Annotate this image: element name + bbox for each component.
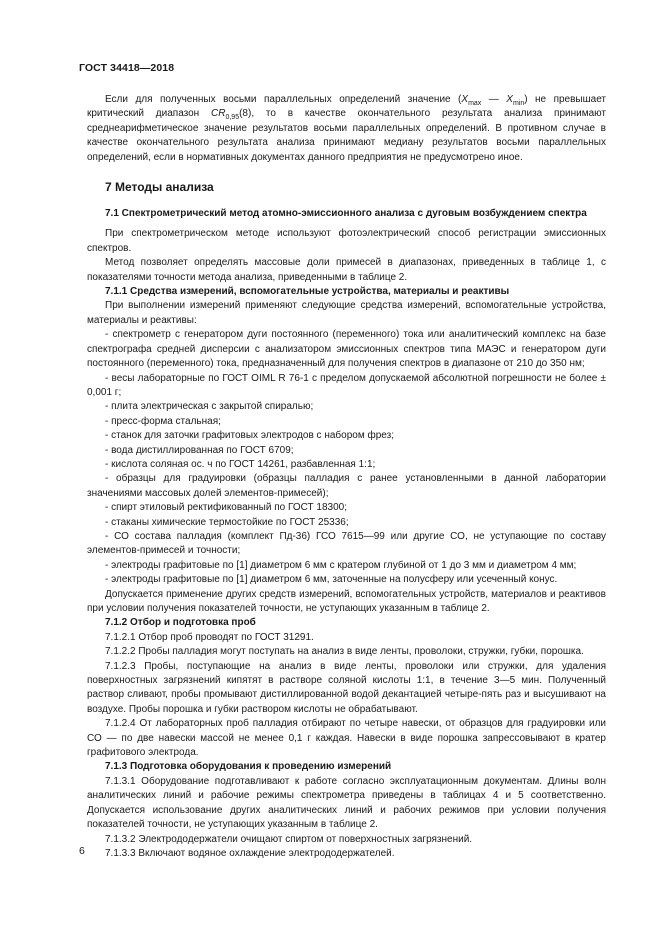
list-item: - весы лабораторные по ГОСТ OIML R 76-1 с пределом допускаемой абсолютной погрешности не более ± 0,001 г;	[87, 372, 606, 398]
list-item: - спектрометр с генератором дуги постоянного (переменного) тока или аналитический комплекс на базе спектрографа средней дисперсии с анализатором эмиссионных спектров типа МАЭС и генератором дуги постоянного (переменного) тока, предназначенный для получения спектров в диапазоне от 210 до 350 нм;	[87, 329, 606, 370]
intro-paragraph	[87, 93, 606, 165]
section-7-1-1-note: Допускается применение других средств измерений, вспомогательных устройств, материалов и реактивов при условии получения показателей точности, не уступающих указанным в таблице 2.	[87, 588, 606, 614]
section-7-1-2-title: 7.1.2 Отбор и подготовка проб	[105, 617, 256, 629]
section-7-1-3-title: 7.1.3 Подготовка оборудования к проведению измерений	[105, 761, 392, 773]
section-7-1-paragraph-2: Метод позволяет определять массовые доли примесей в диапазонах, приведенных в таблице 1, с показателями точности метода анализа, приведенными в таблице 2.	[87, 257, 606, 283]
list-item: - стаканы химические термостойкие по ГОСТ 25336;	[105, 516, 349, 528]
x-max-subscript: max	[468, 100, 482, 107]
list-item: - вода дистиллированная по ГОСТ 6709;	[105, 444, 294, 456]
clause-7-1-3-1: 7.1.3.1 Оборудование подготавливают к работе согласно эксплуатационным документам. Длины волн аналитических линий и рабочие режимы спектрометра приведены в таблицах 4 и 5 соответственно. Допускается использование других аналитических линий и рабочих режимов при условии получения показателей точности, не уступающих указанным в таблице 2.	[87, 775, 606, 831]
list-item: - пресс-форма стальная;	[105, 415, 221, 427]
list-item: - плита электрическая с закрытой спиралью;	[105, 401, 314, 413]
cr-symbol: CR	[211, 108, 226, 120]
section-7-1-1-intro: При выполнении измерений применяют следующие средства измерений, вспомогательные устройства, материалы и реактивы:	[87, 300, 606, 326]
document-header: ГОСТ 34418—2018	[79, 62, 175, 74]
section-7-1-title: 7.1 Спектрометрический метод атомно-эмиссионного анализа с дуговым возбуждением спектра	[105, 208, 587, 220]
intro-text-b: ) не превышает критический диапазон	[87, 94, 607, 120]
page-body	[87, 93, 606, 861]
cr-subscript: 0,95	[225, 114, 240, 122]
page-number: 6	[79, 845, 85, 857]
list-item: - кислота соляная ос. ч по ГОСТ 14261, разбавленная 1:1;	[105, 458, 376, 470]
clause-7-1-2-1: 7.1.2.1 Отбор проб проводят по ГОСТ 31291.	[105, 631, 314, 643]
section-7-title: 7 Методы анализа	[105, 180, 214, 195]
x-min-subscript: min	[512, 100, 525, 107]
intro-text-c: (8), то в качестве окончательного результата анализа принимают среднеарифметическое значение результатов восьми параллельных определений. В противном случае в качестве окончательного результата анализа принимают медиану результатов восьми параллельных определений, если в нормативных документах данного предприятия не предусмотрено иное.	[87, 108, 607, 163]
list-item: - спирт этиловый ректификованный по ГОСТ 18300;	[105, 502, 347, 514]
list-item: - электроды графитовые по [1] диаметром 6 мм с кратером глубиной от 1 до 3 мм и диаметром 4 мм;	[105, 559, 577, 571]
x-max-symbol: X	[461, 94, 469, 105]
intro-dash: —	[481, 94, 507, 105]
intro-text-a: Если для полученных восьми параллельных определений значение (	[105, 94, 462, 105]
list-item: - станок для заточки графитовых электродов с набором фрез;	[105, 430, 394, 442]
list-item: - СО состава палладия (комплект Пд-36) ГСО 7615—99 или другие СО, не уступающие по составу элементов-примесей и точности;	[87, 530, 606, 557]
list-item: - электроды графитовые по [1] диаметром 6 мм, заточенные на полусферу или усеченный конус.	[105, 574, 558, 586]
clause-7-1-2-3: 7.1.2.3 Пробы, поступающие на анализ в виде ленты, проволоки или стружки, для удаления поверхностных загрязнений кипятят в растворе соляной кислоты 1:1, в течение 3—5 мин. Полученный раствор сливают, пробы промывают дистиллированной водой декантацией четыре-пять раз и высушивают на воздухе. Пробы порошка и губки раствором кислоты не обрабатывают.	[87, 660, 606, 715]
clause-7-1-2-2: 7.1.2.2 Пробы палладия могут поступать на анализ в виде ленты, проволоки, стружки, губки, порошка.	[105, 646, 584, 658]
clause-7-1-2-4: 7.1.2.4 От лабораторных проб палладия отбирают по четыре навески, от образцов для градуировки или СО — по две навески массой не менее 0,1 г каждая. Навески в виде порошка запрессовывают в кратер графитового электрода.	[87, 718, 606, 759]
clause-7-1-3-3: 7.1.3.3 Включают водяное охлаждение электрододержателей.	[105, 847, 395, 859]
section-7-1-paragraph-1: При спектрометрическом методе используют фотоэлектрический способ регистрации эмиссионных спектров.	[87, 228, 606, 254]
list-item: - образцы для градуировки (образцы палладия с ранее установленными в данной лаборатории значениями массовых долей элементов-примесей);	[87, 473, 606, 499]
clause-7-1-3-2: 7.1.3.2 Электрододержатели очищают спиртом от поверхностных загрязнений.	[105, 833, 473, 845]
x-min-symbol: X	[506, 94, 513, 105]
section-7-1-1-title: 7.1.1 Средства измерений, вспомогательные устройства, материалы и реактивы	[105, 286, 510, 298]
